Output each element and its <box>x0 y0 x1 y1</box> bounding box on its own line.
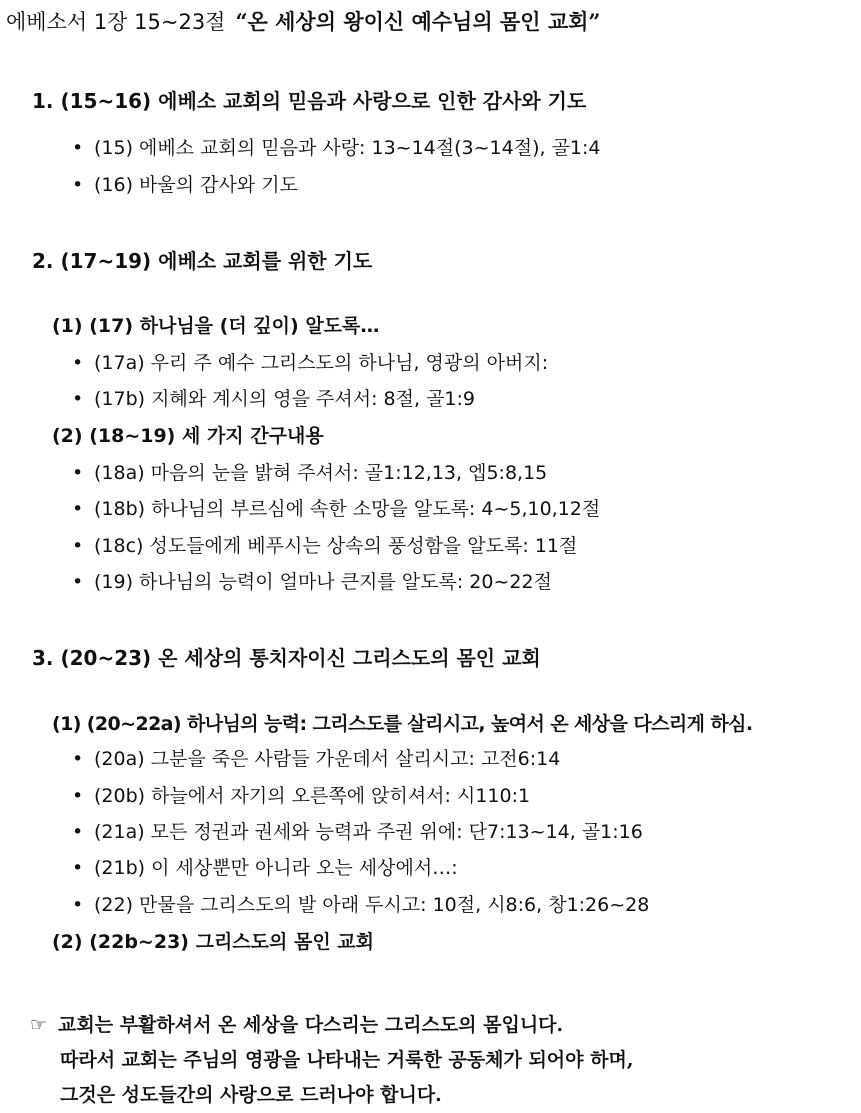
conclusion-line <box>30 1010 563 1037</box>
list-item-text: (17b) 지혜와 계시의 영을 주셔서: 8절, 골1:9 <box>94 388 476 410</box>
list-item <box>72 744 560 771</box>
list-item-text: (16) 바울의 감사와 기도 <box>94 174 298 196</box>
list-item <box>72 458 547 485</box>
list-item-text: (21b) 이 세상뿐만 아니라 오는 세상에서…: <box>94 857 458 879</box>
list-item <box>72 817 643 844</box>
list-item-text: (20b) 하늘에서 자기의 오른쪽에 앉히셔서: 시110:1 <box>94 785 531 807</box>
list-item <box>72 853 458 880</box>
conclusion-text: 교회는 부활하셔서 온 세상을 다스리는 그리스도의 몸입니다. <box>58 1014 564 1036</box>
section-heading: 2. (17~19) 에베소 교회를 위한 기도 <box>32 249 373 273</box>
list-item-text: (19) 하나님의 능력이 얼마나 큰지를 알도록: 20~22절 <box>94 571 552 593</box>
list-item <box>72 348 548 375</box>
list-item-text: (18a) 마음의 눈을 밝혀 주셔서: 골1:12,13, 엡5:8,15 <box>94 462 548 484</box>
section-heading: 3. (20~23) 온 세상의 통치자이신 그리스도의 몸인 교회 <box>32 646 541 670</box>
list-item-text: (21a) 모든 정권과 권세와 능력과 주권 위에: 단7:13~14, 골1:16 <box>94 821 643 843</box>
bullet-icon: • <box>72 137 84 159</box>
list-item-text: (20a) 그분을 죽은 사람들 가운데서 살리시고: 고전6:14 <box>94 748 561 770</box>
list-item <box>72 781 530 808</box>
conclusion-text: 그것은 성도들간의 사랑으로 드러나야 합니다. <box>60 1084 442 1106</box>
bullet-icon: • <box>72 785 84 807</box>
list-item-text: (22) 만물을 그리스도의 발 아래 두시고: 10절, 시8:6, 창1:26~28 <box>94 894 650 916</box>
bullet-icon: • <box>72 857 84 879</box>
list-item <box>72 384 475 411</box>
subsection-heading: (2) (22b~23) 그리스도의 몸인 교회 <box>52 931 375 953</box>
list-item <box>72 133 601 160</box>
section-heading: 1. (15~16) 에베소 교회의 믿음과 사랑으로 인한 감사와 기도 <box>32 89 587 113</box>
bullet-icon: • <box>72 498 84 520</box>
list-item <box>72 531 577 558</box>
list-item-text: (15) 에베소 교회의 믿음과 사랑: 13~14절(3~14절), 골1:4 <box>94 137 601 159</box>
bullet-icon: • <box>72 462 84 484</box>
conclusion-text: 따라서 교회는 주님의 영광을 나타내는 거룩한 공동체가 되어야 하며, <box>60 1049 634 1071</box>
bullet-icon: • <box>72 748 84 770</box>
bullet-icon: • <box>72 388 84 410</box>
title-reference: 에베소서 1장 15~23절 <box>6 10 226 34</box>
bullet-icon: • <box>72 352 84 374</box>
bullet-icon: • <box>72 894 84 916</box>
list-item <box>72 494 600 521</box>
list-item <box>72 890 649 917</box>
list-item <box>72 567 552 594</box>
list-item-text: (18b) 하나님의 부르심에 속한 소망을 알도록: 4~5,10,12절 <box>94 498 601 520</box>
bullet-icon: • <box>72 571 84 593</box>
list-item-text: (17a) 우리 주 예수 그리스도의 하나님, 영광의 아버지: <box>94 352 549 374</box>
title-quote: “온 세상의 왕이신 예수님의 몸인 교회” <box>235 9 601 34</box>
list-item-text: (18c) 성도들에게 베푸시는 상속의 풍성함을 알도록: 11절 <box>94 535 578 557</box>
list-item <box>72 170 298 197</box>
page-title <box>6 6 600 36</box>
pointing-hand-icon: ☞ <box>30 1014 48 1036</box>
subsection-heading: (2) (18~19) 세 가지 간구내용 <box>52 425 324 447</box>
bullet-icon: • <box>72 174 84 196</box>
subsection-heading: (1) (17) 하나님을 (더 깊이) 알도록… <box>52 315 380 337</box>
bullet-icon: • <box>72 535 84 557</box>
bullet-icon: • <box>72 821 84 843</box>
subsection-heading: (1) (20~22a) 하나님의 능력: 그리스도를 살리시고, 높여서 온 세상을 다스리게 하심. <box>52 713 753 735</box>
